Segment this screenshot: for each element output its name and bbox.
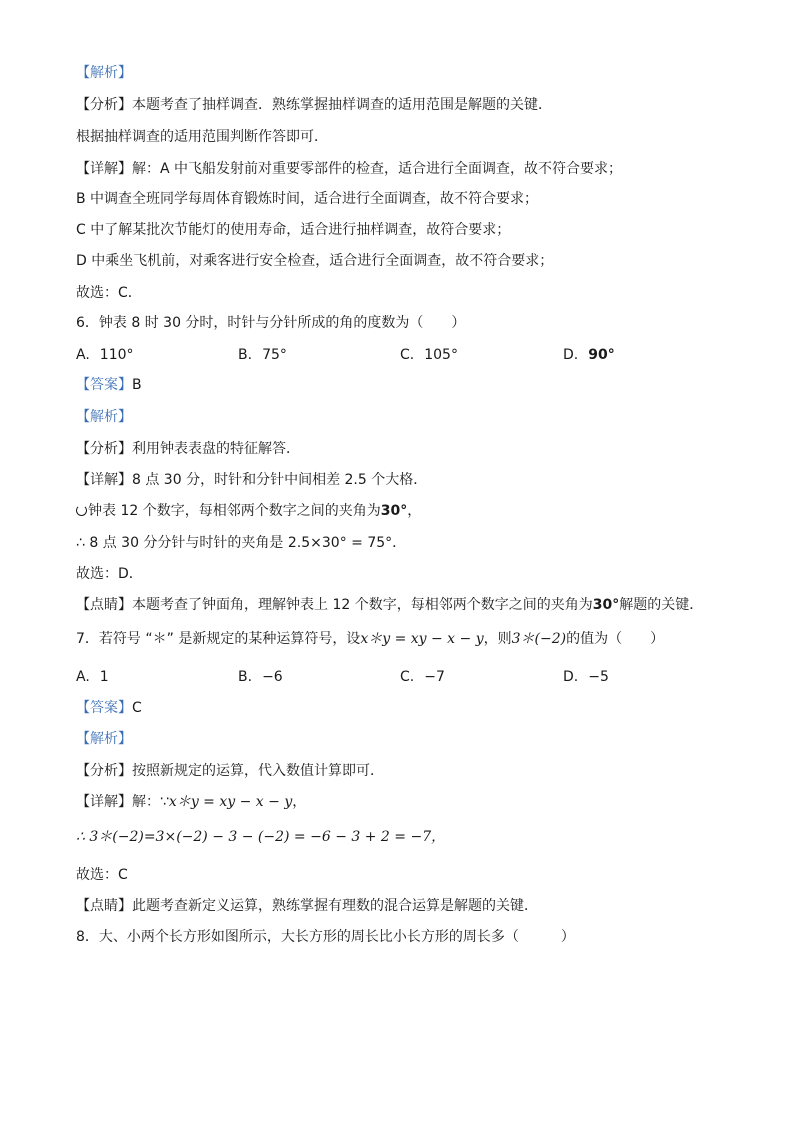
q6-stem: 6．钟表 8 时 30 分时，时针与分针所成的角的度数为（ ）	[76, 315, 466, 331]
q7-option-d: D. −5	[563, 669, 609, 685]
q7-fenxi-line: 【分析】按照新规定的运算，代入数值计算即可．	[76, 763, 384, 779]
q6-option-c: C. 105°	[400, 347, 458, 363]
q6-line-3: ∴ 8 点 30 分分针与时针的夹角是 2.5×30° = 75°．	[76, 535, 407, 551]
q5-analysis-heading: 【解析】	[76, 65, 132, 81]
q6-dianjing: 【点睛】本题考查了钟面角，理解钟表上 12 个数字，每相邻两个数字之间的夹角为30°解题的关键．	[76, 597, 704, 613]
q6-option-d: D. 90°	[563, 347, 615, 363]
q7-calc: ∴ 3＊(−2)=3×(−2) − 3 − (−2) = −6 − 3 + 2 = −7，	[76, 829, 446, 845]
q6-analysis-heading: 【解析】	[76, 409, 132, 425]
q7-xiangjie-line: 【详解】解：∵x＊y = xy − x − y，	[76, 794, 307, 810]
fenxi-label: 【分析】	[76, 97, 132, 113]
q6-option-b: B. 75°	[238, 347, 287, 363]
q7-stem: 7．若符号 “＊” 是新规定的某种运算符号，设x＊y = xy − x − y，则3＊(−2)的值为（ ）	[76, 631, 665, 647]
q6-guxuan: 故选：D．	[76, 566, 143, 582]
q7-analysis-heading: 【解析】	[76, 731, 132, 747]
q5-line-d: D 中乘坐飞机前，对乘客进行安全检查，适合进行全面调查，故不符合要求；	[76, 253, 554, 269]
q5-line-b: B 中调查全班同学每周体育锻炼时间，适合进行全面调查，故不符合要求；	[76, 191, 539, 207]
q5-line-c: C 中了解某批次节能灯的使用寿命，适合进行抽样调查，故符合要求；	[76, 222, 511, 238]
q6-option-a: A. 110°	[76, 347, 134, 363]
q7-option-c: C. −7	[400, 669, 445, 685]
q5-fenxi-line: 【分析】本题考查了抽样调查．熟练掌握抽样调查的适用范围是解题的关键．	[76, 97, 552, 113]
q5-fenxi-line-2: 根据抽样调查的适用范围判断作答即可．	[76, 129, 328, 145]
q6-answer: 【答案】B	[76, 377, 142, 393]
q8-stem: 8．大、小两个长方形如图所示，大长方形的周长比小长方形的周长多（ ）	[76, 929, 575, 945]
q7-guxuan: 故选：C	[76, 867, 128, 883]
q6-fenxi-line: 【分析】利用钟表表盘的特征解答．	[76, 441, 300, 457]
q5-xiangjie-line: 【详解】解：A 中飞船发射前对重要零部件的检查，适合进行全面调查，故不符合要求；	[76, 161, 623, 177]
q7-answer: 【答案】C	[76, 700, 142, 716]
q7-option-b: B. −6	[238, 669, 283, 685]
xiangjie-label: 【详解】	[76, 161, 132, 177]
q7-dianjing: 【点睛】此题考查新定义运算，熟练掌握有理数的混合运算是解题的关键．	[76, 898, 538, 914]
q6-xiangjie-line: 【详解】8 点 30 分，时针和分针中间相差 2.5 个大格．	[76, 472, 428, 488]
q5-guxuan: 故选：C．	[76, 285, 142, 301]
because-symbol-icon	[76, 505, 87, 516]
q6-line-2: 钟表 12 个数字，每相邻两个数字之间的夹角为30°，	[76, 502, 754, 520]
q7-option-a: A. 1	[76, 669, 109, 685]
